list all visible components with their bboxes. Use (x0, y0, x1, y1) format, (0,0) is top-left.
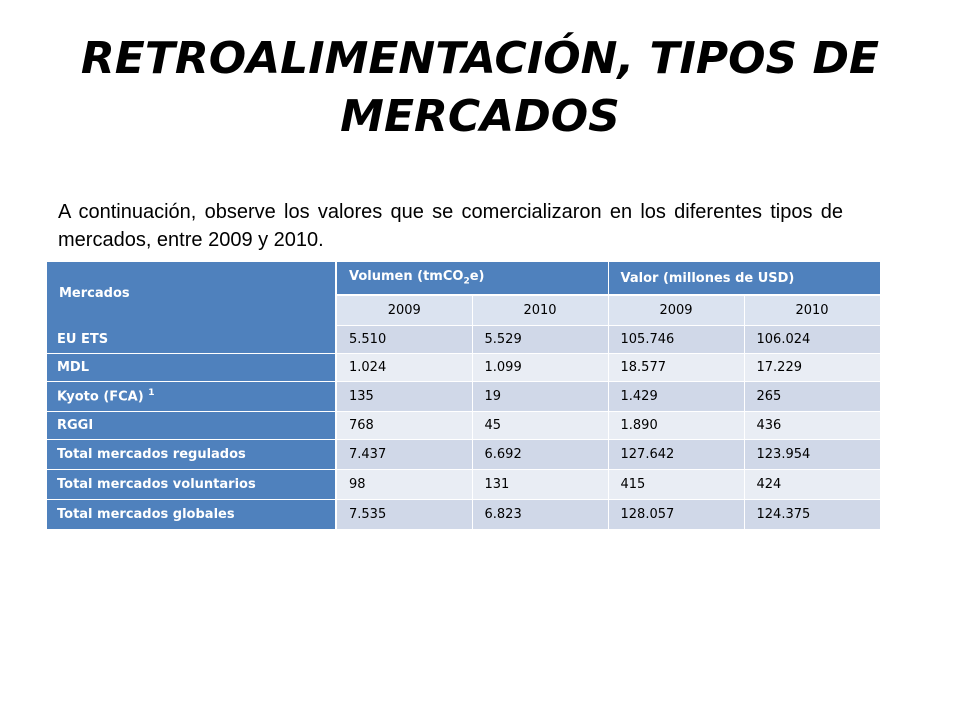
table-cell: 7.437 (336, 440, 472, 470)
table-cell: 131 (472, 470, 608, 500)
slide-title-line2: MERCADOS (340, 91, 620, 142)
table-cell: 1.099 (472, 354, 608, 382)
row-label-text: Total mercados regulados (57, 447, 246, 462)
table-cell: 6.823 (472, 500, 608, 530)
intro-paragraph: A continuación, observe los valores que se comercializaron en los diferentes tipos de mercados, entre 2009 y 2010. (58, 201, 843, 251)
slide-title (60, 30, 900, 146)
table-row (47, 326, 880, 354)
row-label-text: Kyoto (FCA) (57, 389, 144, 405)
markets-table (47, 262, 881, 530)
table-row (47, 354, 880, 382)
table-row (47, 440, 880, 470)
table-row (47, 412, 880, 440)
table-cell: 7.535 (336, 500, 472, 530)
table-cell: 768 (336, 412, 472, 440)
table-cell: 45 (472, 412, 608, 440)
row-label (47, 412, 336, 440)
table-cell: 135 (336, 382, 472, 412)
table-cell: 123.954 (744, 440, 880, 470)
row-label (47, 382, 336, 412)
year-header: 2010 (472, 295, 608, 326)
table-cell: 106.024 (744, 326, 880, 354)
table-cell: 265 (744, 382, 880, 412)
volumen-header-subscript: 2 (463, 276, 470, 287)
year-header: 2009 (336, 295, 472, 326)
footnote-marker: 1 (148, 388, 155, 399)
volumen-header (336, 262, 608, 295)
table-cell: 18.577 (608, 354, 744, 382)
valor-header: Valor (millones de USD) (608, 262, 880, 295)
corner-header: Mercados (47, 262, 336, 326)
table-cell: 1.890 (608, 412, 744, 440)
table-cell: 127.642 (608, 440, 744, 470)
table-cell: 6.692 (472, 440, 608, 470)
year-header: 2010 (744, 295, 880, 326)
row-label-text: EU ETS (57, 331, 109, 347)
table-cell: 17.229 (744, 354, 880, 382)
row-label-text: MDL (57, 360, 90, 375)
table-cell: 424 (744, 470, 880, 500)
table-cell: 105.746 (608, 326, 744, 354)
table-row (47, 500, 880, 530)
row-label (47, 440, 336, 470)
table-cell: 128.057 (608, 500, 744, 530)
row-label-text: RGGI (57, 418, 94, 433)
row-label-text: Total mercados voluntarios (57, 477, 256, 492)
table-cell: 415 (608, 470, 744, 500)
table-cell: 5.529 (472, 326, 608, 354)
table-cell: 124.375 (744, 500, 880, 530)
slide-title-line1: RETROALIMENTACIÓN, TIPOS DE (80, 33, 880, 84)
table-cell: 436 (744, 412, 880, 440)
row-label (47, 326, 336, 354)
volumen-header-prefix: Volumen (tmCO (349, 269, 464, 285)
year-header: 2009 (608, 295, 744, 326)
row-label (47, 470, 336, 500)
row-label (47, 354, 336, 382)
table-row (47, 470, 880, 500)
table-cell: 1.024 (336, 354, 472, 382)
row-label-text: Total mercados globales (57, 507, 235, 522)
table-cell: 1.429 (608, 382, 744, 412)
row-label (47, 500, 336, 530)
table-cell: 5.510 (336, 326, 472, 354)
table-cell: 98 (336, 470, 472, 500)
volumen-header-suffix: e) (469, 269, 485, 285)
table-cell: 19 (472, 382, 608, 412)
table-row (47, 382, 880, 412)
